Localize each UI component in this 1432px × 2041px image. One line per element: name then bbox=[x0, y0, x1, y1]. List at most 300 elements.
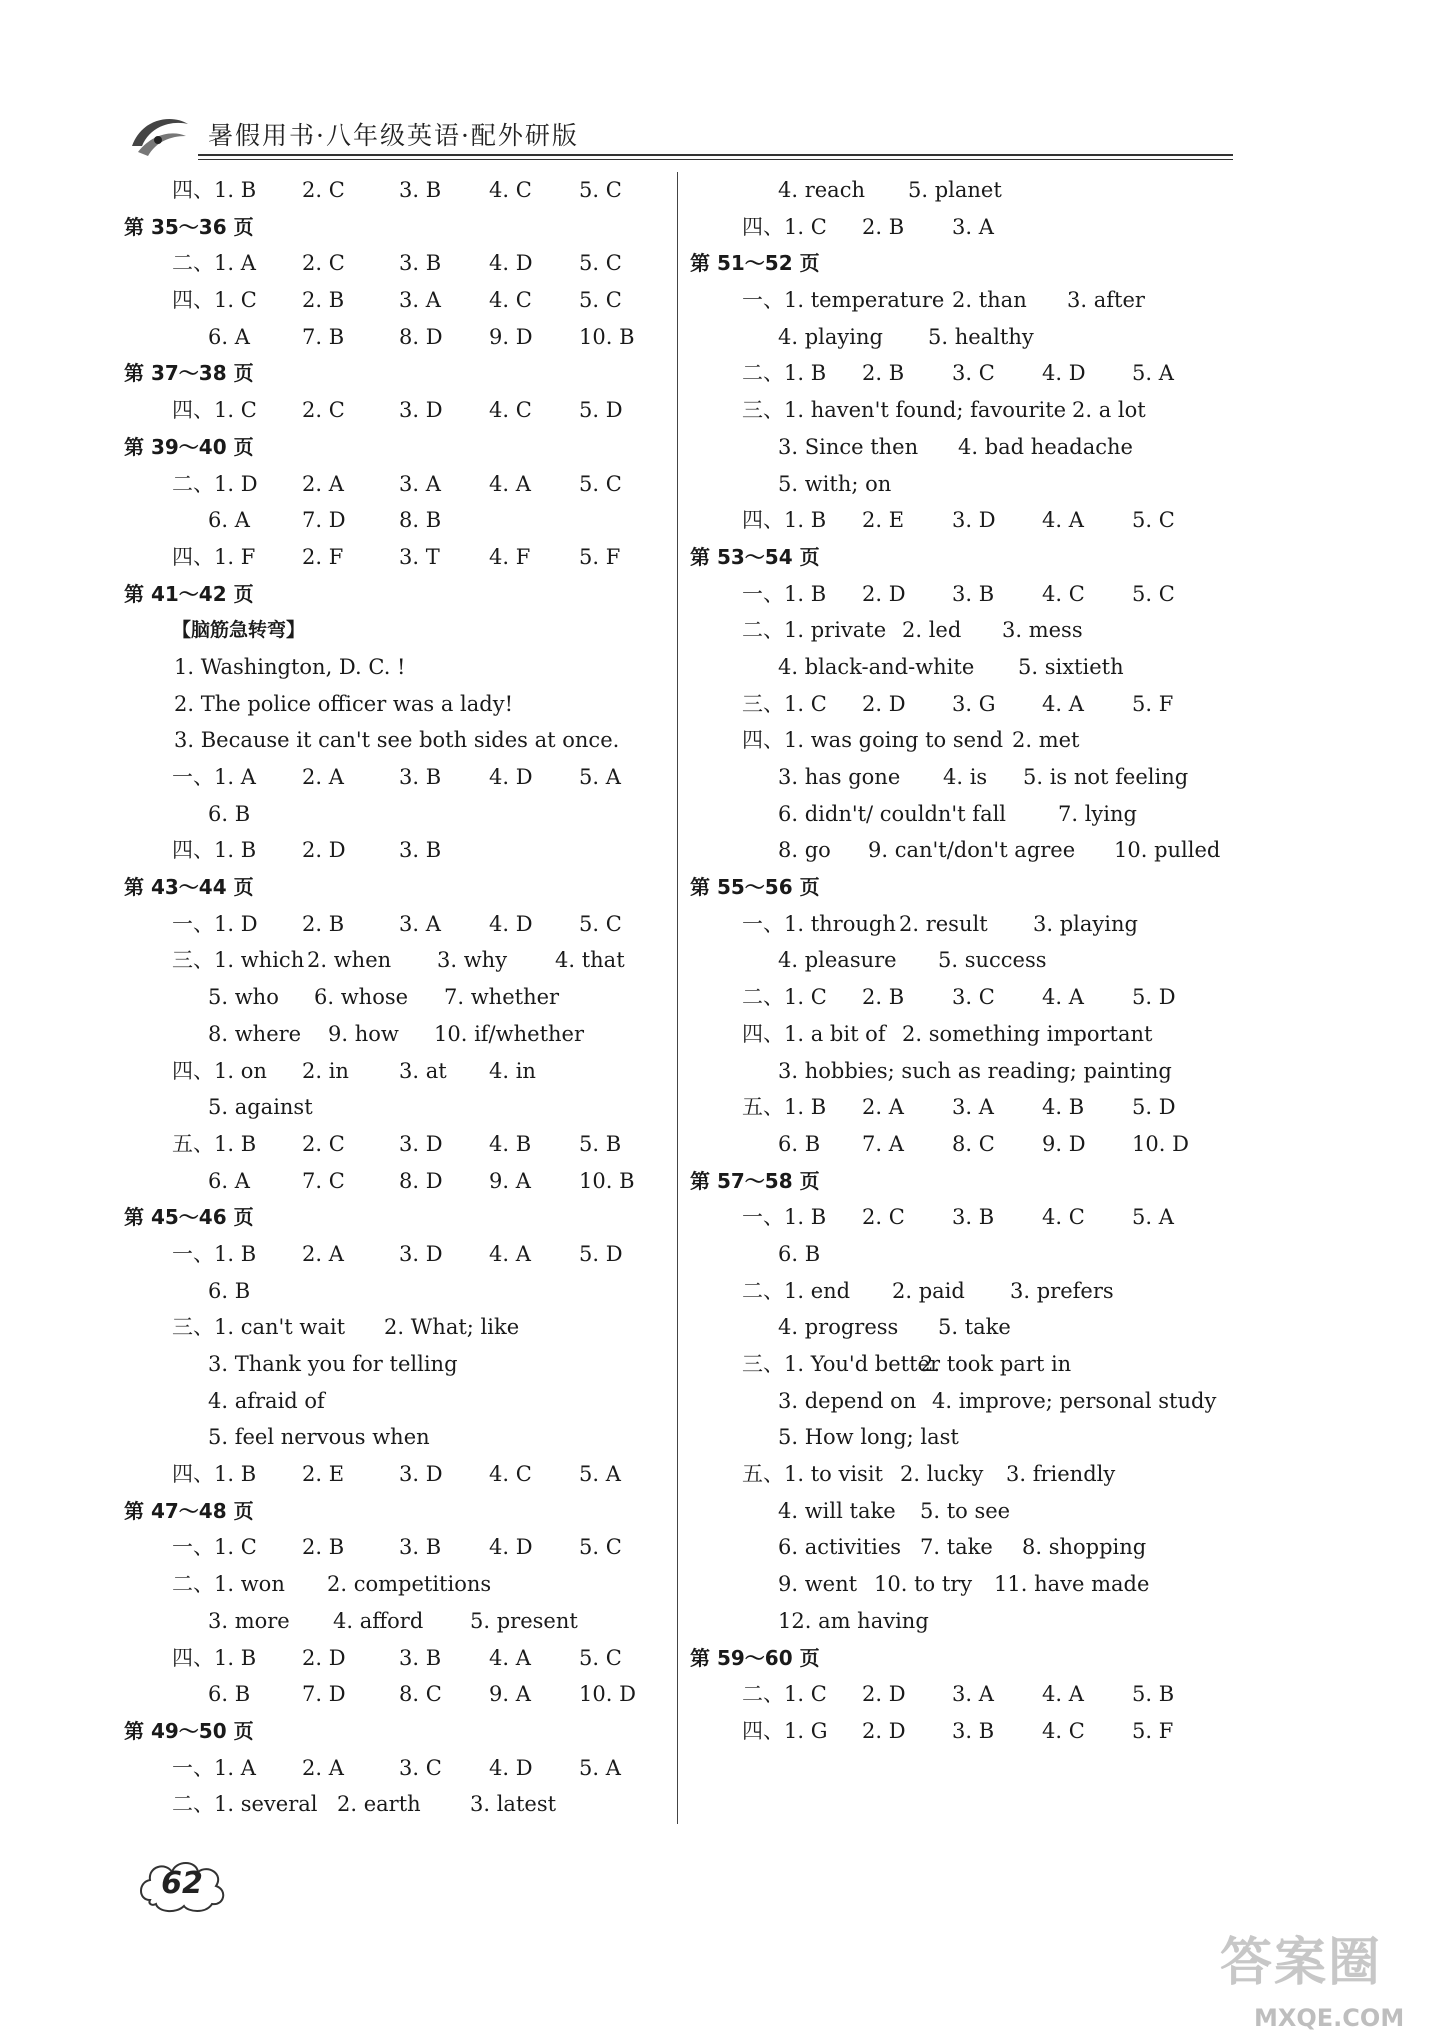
answer-row bbox=[124, 796, 669, 833]
answer-row bbox=[690, 649, 1250, 686]
answer-item: 4. A bbox=[1042, 691, 1084, 716]
answer-item: 4. in bbox=[489, 1058, 536, 1083]
answer-item: 9. A bbox=[489, 1168, 531, 1193]
answer-item: 7. D bbox=[302, 508, 346, 533]
answer-row bbox=[124, 466, 669, 503]
answer-item: 二、1. end bbox=[742, 1278, 851, 1303]
answer-row bbox=[124, 1529, 669, 1566]
answer-item: 5. to see bbox=[920, 1498, 1011, 1523]
answer-row bbox=[690, 1236, 1250, 1273]
answer-item: 2. B bbox=[862, 214, 905, 239]
answer-item: 3. D bbox=[399, 1241, 443, 1266]
answer-item: 二、1. D bbox=[172, 471, 258, 496]
answer-item: 3. C bbox=[952, 985, 995, 1010]
answer-item: 2. C bbox=[302, 251, 345, 276]
answer-item: 4. A bbox=[489, 1241, 531, 1266]
answer-item: 8. shopping bbox=[1022, 1535, 1147, 1560]
answer-item: 二、1. A bbox=[172, 251, 256, 276]
answer-item: 6. B bbox=[208, 1278, 251, 1303]
answer-row bbox=[124, 1236, 669, 1273]
answer-item: 8. C bbox=[952, 1131, 995, 1156]
right-answer-column bbox=[690, 172, 1250, 1750]
answer-item: 5. D bbox=[1132, 985, 1176, 1010]
answer-item: 5. C bbox=[1132, 581, 1175, 606]
answer-row bbox=[124, 1163, 669, 1200]
answer-item: 5. A bbox=[1132, 1205, 1174, 1230]
answer-item: 4. A bbox=[489, 471, 531, 496]
answer-item: 5. B bbox=[579, 1131, 622, 1156]
answer-item: 9. D bbox=[1042, 1131, 1086, 1156]
answer-row bbox=[124, 722, 669, 759]
answer-row bbox=[124, 649, 669, 686]
answer-row bbox=[690, 319, 1250, 356]
answer-item: 五、1. to visit bbox=[742, 1462, 883, 1487]
answer-row bbox=[690, 1016, 1250, 1053]
page-number-badge bbox=[136, 1850, 228, 1920]
answer-row bbox=[690, 1309, 1250, 1346]
answer-item: 2. D bbox=[862, 581, 906, 606]
answer-item: 3. B bbox=[399, 251, 442, 276]
answer-item: 2. competitions bbox=[327, 1572, 492, 1597]
answer-item: 5. sixtieth bbox=[1018, 654, 1124, 679]
answer-item: 3. depend on bbox=[778, 1388, 917, 1413]
answer-item: 10. B bbox=[579, 1168, 635, 1193]
answer-item: 2. B bbox=[302, 911, 345, 936]
book-title: 暑假用书·八年级英语·配外研版 bbox=[208, 121, 579, 150]
answer-row bbox=[124, 1456, 669, 1493]
answer-item: 3. A bbox=[399, 471, 441, 496]
answer-item: 10. if/whether bbox=[434, 1021, 584, 1046]
answer-item: 3. hobbies; such as reading; painting bbox=[778, 1058, 1172, 1083]
answer-row bbox=[124, 1566, 669, 1603]
answer-row bbox=[690, 686, 1250, 723]
answer-item: 4. C bbox=[489, 1462, 532, 1487]
answer-row bbox=[124, 759, 669, 796]
answer-row bbox=[124, 282, 669, 319]
answer-item: 2. C bbox=[302, 398, 345, 423]
answer-item: 2. lucky bbox=[900, 1462, 984, 1487]
answer-item: 2. C bbox=[302, 1131, 345, 1156]
answer-item: 10. to try bbox=[874, 1572, 973, 1597]
answer-item: 5. present bbox=[470, 1608, 578, 1633]
answer-item: 四、1. B bbox=[172, 1645, 257, 1670]
answer-item: 四、1. on bbox=[172, 1058, 267, 1083]
answer-row bbox=[690, 576, 1250, 613]
answer-item: 9. A bbox=[489, 1682, 531, 1707]
answer-item: 4. A bbox=[1042, 985, 1084, 1010]
answer-item: 二、1. private bbox=[742, 618, 887, 643]
answer-item: 2. B bbox=[862, 361, 905, 386]
answer-row bbox=[124, 245, 669, 282]
answer-item: 4. D bbox=[489, 251, 533, 276]
answer-item: 5. C bbox=[579, 471, 622, 496]
answer-item: 3. B bbox=[399, 838, 442, 863]
answer-item: 2. A bbox=[862, 1095, 904, 1120]
answer-row bbox=[690, 1713, 1250, 1750]
answer-item: 四、1. B bbox=[172, 178, 257, 202]
answer-item: 4. B bbox=[489, 1131, 532, 1156]
answer-item: 四、1. F bbox=[172, 544, 256, 569]
answer-item: 5. is not feeling bbox=[1023, 765, 1189, 789]
answer-item: 2. The police officer was a lady! bbox=[174, 691, 514, 716]
answer-item: 5. A bbox=[579, 765, 621, 789]
answer-row bbox=[690, 906, 1250, 943]
answer-item: 3. A bbox=[399, 288, 441, 313]
answer-item: 2. A bbox=[302, 1755, 344, 1780]
answer-item: 7. take bbox=[920, 1535, 993, 1560]
answer-item: 3. B bbox=[399, 178, 442, 202]
answer-item: 2. What; like bbox=[384, 1315, 520, 1340]
answer-item: 4. pleasure bbox=[778, 948, 897, 973]
answer-item: 3. has gone bbox=[778, 765, 901, 789]
answer-item: 一、1. B bbox=[172, 1241, 257, 1266]
answer-item: 三、1. haven't found; favourite bbox=[742, 398, 1067, 423]
answer-item: 3. Thank you for telling bbox=[208, 1352, 458, 1376]
answer-row bbox=[124, 392, 669, 429]
page-range-heading: 第 47～48 页 bbox=[124, 1498, 254, 1523]
answer-item: 6. B bbox=[208, 1682, 251, 1707]
answer-item: 5. C bbox=[579, 1645, 622, 1670]
answer-item: 3. playing bbox=[1033, 911, 1138, 936]
answer-item: 2. F bbox=[302, 544, 344, 569]
answer-row bbox=[124, 906, 669, 943]
answer-item: 4. will take bbox=[778, 1498, 896, 1523]
answer-item: 四、1. was going to send bbox=[742, 728, 1004, 753]
answer-item: 6. B bbox=[778, 1131, 821, 1156]
answer-row bbox=[690, 392, 1250, 429]
answer-row bbox=[124, 319, 669, 356]
answer-row bbox=[124, 1603, 669, 1640]
section-heading: 【脑筋急转弯】 bbox=[172, 619, 306, 642]
answer-row bbox=[124, 686, 669, 723]
answer-item: 2. took part in bbox=[920, 1352, 1072, 1376]
answer-item: 3. at bbox=[399, 1058, 447, 1083]
answer-row bbox=[690, 1603, 1250, 1640]
answer-item: 9. D bbox=[489, 324, 533, 349]
answer-row bbox=[124, 1383, 669, 1420]
answer-item: 6. didn't/ couldn't fall bbox=[778, 801, 1007, 826]
answer-item: 2. met bbox=[1012, 728, 1080, 753]
answer-item: 3. A bbox=[952, 1682, 994, 1707]
answer-item: 4. C bbox=[1042, 581, 1085, 606]
answer-row bbox=[124, 1273, 669, 1310]
answer-row bbox=[690, 1273, 1250, 1310]
answer-item: 3. Since then bbox=[778, 434, 919, 459]
answer-item: 5. against bbox=[208, 1095, 313, 1120]
answer-item: 6. activities bbox=[778, 1535, 902, 1560]
answer-item: 2. something important bbox=[902, 1021, 1153, 1046]
answer-item: 5. C bbox=[1132, 508, 1175, 533]
answer-item: 2. paid bbox=[892, 1278, 965, 1303]
answer-item: 7. D bbox=[302, 1682, 346, 1707]
answer-row bbox=[690, 466, 1250, 503]
page-range-heading: 第 59～60 页 bbox=[690, 1645, 820, 1670]
answer-item: 3. D bbox=[399, 1131, 443, 1156]
answer-item: 一、1. through bbox=[742, 911, 896, 936]
answer-item: 4. afford bbox=[333, 1608, 424, 1633]
answer-item: 5. with; on bbox=[778, 471, 892, 496]
answer-item: 一、1. B bbox=[742, 1205, 827, 1230]
answer-item: 5. C bbox=[579, 251, 622, 276]
answer-item: 2. earth bbox=[337, 1792, 421, 1817]
answer-row bbox=[690, 1199, 1250, 1236]
answer-item: 二、1. C bbox=[742, 985, 827, 1010]
answer-row bbox=[690, 282, 1250, 319]
answer-item: 二、1. B bbox=[742, 361, 827, 386]
page-range-heading: 第 51～52 页 bbox=[690, 251, 820, 276]
answer-item: 1. Washington, D. C. ! bbox=[174, 654, 406, 679]
answer-row bbox=[690, 1566, 1250, 1603]
answer-item: 5. planet bbox=[908, 178, 1002, 202]
answer-item: 4. A bbox=[1042, 1682, 1084, 1707]
answer-item: 9. went bbox=[778, 1572, 858, 1597]
answer-item: 7. lying bbox=[1058, 801, 1137, 826]
page-range-heading: 第 57～58 页 bbox=[690, 1168, 820, 1193]
answer-item: 3. G bbox=[952, 691, 996, 716]
answer-item: 5. D bbox=[1132, 1095, 1176, 1120]
answer-item: 四、1. a bit of bbox=[742, 1021, 886, 1046]
answer-item: 2. A bbox=[302, 1241, 344, 1266]
answer-item: 2. in bbox=[302, 1058, 349, 1083]
header-rule-thin bbox=[198, 159, 1233, 160]
answer-item: 4. playing bbox=[778, 324, 883, 349]
answer-row bbox=[124, 1126, 669, 1163]
page-number: 62 bbox=[161, 1866, 203, 1901]
answer-item: 三、1. C bbox=[742, 691, 827, 716]
answer-item: 5. F bbox=[579, 544, 621, 569]
answer-item: 四、1. B bbox=[742, 508, 827, 533]
answer-item: 4. D bbox=[489, 765, 533, 789]
answer-item: 二、1. won bbox=[172, 1572, 285, 1597]
answer-item: 4. improve; personal study bbox=[932, 1388, 1217, 1413]
answer-row bbox=[124, 1750, 669, 1787]
answer-item: 一、1. D bbox=[172, 911, 258, 936]
swirl-logo-icon bbox=[128, 112, 192, 160]
answer-item: 8. where bbox=[208, 1021, 302, 1046]
answer-item: 2. D bbox=[862, 691, 906, 716]
answer-row bbox=[124, 1346, 669, 1383]
answer-item: 2. E bbox=[862, 508, 905, 533]
answer-item: 5. A bbox=[579, 1755, 621, 1780]
answer-item: 3. D bbox=[399, 398, 443, 423]
answer-item: 3. friendly bbox=[1006, 1462, 1116, 1487]
answer-row bbox=[124, 1309, 669, 1346]
answer-item: 7. C bbox=[302, 1168, 345, 1193]
page-range-heading: 第 53～54 页 bbox=[690, 544, 820, 569]
answer-item: 3. C bbox=[952, 361, 995, 386]
watermark-logo: 答案圈 bbox=[1220, 1933, 1383, 1993]
answer-item: 3. A bbox=[399, 911, 441, 936]
answer-item: 4. F bbox=[489, 544, 531, 569]
answer-item: 5. F bbox=[1132, 691, 1174, 716]
answer-row bbox=[690, 1089, 1250, 1126]
page-range-heading: 第 55～56 页 bbox=[690, 875, 820, 900]
watermark bbox=[1190, 1920, 1420, 2038]
answer-item: 5. take bbox=[938, 1315, 1011, 1340]
answer-item: 四、1. C bbox=[172, 288, 257, 313]
answer-item: 4. D bbox=[489, 911, 533, 936]
answer-item: 3. T bbox=[399, 544, 440, 569]
answer-item: 5. How long; last bbox=[778, 1425, 959, 1450]
answer-item: 5. A bbox=[579, 1462, 621, 1487]
answer-item: 2. C bbox=[862, 1205, 905, 1230]
answer-item: 一、1. A bbox=[172, 765, 256, 789]
page-range-heading: 第 35～36 页 bbox=[124, 214, 254, 239]
answer-item: 9. can't/don't agree bbox=[868, 838, 1076, 863]
answer-item: 2. C bbox=[302, 178, 345, 202]
answer-item: 8. D bbox=[399, 1168, 443, 1193]
answer-item: 8. B bbox=[399, 508, 442, 533]
answer-row bbox=[690, 1456, 1250, 1493]
answer-row bbox=[124, 1676, 669, 1713]
answer-row bbox=[690, 759, 1250, 796]
answer-item: 三、1. can't wait bbox=[172, 1315, 346, 1340]
answer-item: 9. how bbox=[328, 1021, 399, 1046]
answer-item: 12. am having bbox=[778, 1608, 929, 1633]
answer-row bbox=[690, 355, 1250, 392]
answer-item: 3. Because it can't see both sides at once. bbox=[174, 728, 620, 753]
answer-item: 2. D bbox=[862, 1718, 906, 1743]
answer-item: 3. B bbox=[952, 1718, 995, 1743]
answer-item: 3. D bbox=[399, 1462, 443, 1487]
answer-item: 2. led bbox=[902, 618, 962, 643]
answer-row bbox=[690, 1053, 1250, 1090]
answer-item: 3. B bbox=[399, 765, 442, 789]
answer-row bbox=[690, 612, 1250, 649]
answer-row bbox=[124, 1016, 669, 1053]
answer-item: 6. B bbox=[778, 1241, 821, 1266]
answer-item: 5. C bbox=[579, 288, 622, 313]
answer-item: 3. C bbox=[399, 1755, 442, 1780]
answer-row bbox=[690, 1529, 1250, 1566]
answer-item: 10. B bbox=[579, 324, 635, 349]
answer-item: 7. whether bbox=[444, 985, 560, 1010]
answer-item: 10. D bbox=[579, 1682, 636, 1707]
answer-item: 4. D bbox=[1042, 361, 1086, 386]
answer-item: 3. B bbox=[952, 581, 995, 606]
answer-item: 3. why bbox=[437, 948, 508, 973]
answer-item: 2. result bbox=[899, 911, 988, 936]
answer-row bbox=[690, 1419, 1250, 1456]
answer-item: 一、1. temperature bbox=[742, 288, 945, 313]
answer-item: 一、1. A bbox=[172, 1755, 256, 1780]
answer-item: 6. A bbox=[208, 324, 250, 349]
answer-item: 5. D bbox=[579, 1241, 623, 1266]
answer-item: 3. more bbox=[208, 1608, 290, 1633]
answer-item: 5. C bbox=[579, 1535, 622, 1560]
answer-item: 11. have made bbox=[994, 1572, 1150, 1597]
answer-item: 2. when bbox=[307, 948, 392, 973]
answer-row bbox=[690, 429, 1250, 466]
left-answer-column bbox=[124, 172, 669, 1823]
answer-item: 3. A bbox=[952, 1095, 994, 1120]
answer-row bbox=[124, 832, 669, 869]
page-range-heading: 第 45～46 页 bbox=[124, 1205, 254, 1230]
answer-item: 4. black-and-white bbox=[778, 654, 975, 679]
answer-item: 2. B bbox=[302, 288, 345, 313]
answer-item: 6. whose bbox=[314, 985, 409, 1010]
answer-item: 四、1. G bbox=[742, 1718, 828, 1743]
answer-item: 5. B bbox=[1132, 1682, 1175, 1707]
answer-item: 二、1. C bbox=[742, 1682, 827, 1707]
answer-item: 10. D bbox=[1132, 1131, 1189, 1156]
page-range-heading: 第 49～50 页 bbox=[124, 1718, 254, 1743]
page-range-heading: 第 41～42 页 bbox=[124, 581, 254, 606]
answer-row bbox=[690, 1383, 1250, 1420]
answer-row bbox=[690, 979, 1250, 1016]
answer-item: 2. than bbox=[952, 288, 1027, 313]
answer-row bbox=[124, 979, 669, 1016]
answer-item: 2. D bbox=[862, 1682, 906, 1707]
answer-item: 四、1. C bbox=[172, 398, 257, 423]
answer-item: 5. healthy bbox=[928, 324, 1034, 349]
answer-row bbox=[690, 1346, 1250, 1383]
answer-item: 2. a lot bbox=[1072, 398, 1146, 423]
answer-item: 2. B bbox=[302, 1535, 345, 1560]
header-rule bbox=[198, 154, 1233, 156]
answer-item: 7. A bbox=[862, 1131, 904, 1156]
answer-item: 2. A bbox=[302, 765, 344, 789]
answer-row bbox=[124, 1419, 669, 1456]
answer-item: 4. C bbox=[489, 178, 532, 202]
answer-row bbox=[124, 539, 669, 576]
answer-item: 4. bad headache bbox=[958, 434, 1133, 459]
answer-item: 二、1. several bbox=[172, 1792, 318, 1817]
answer-row bbox=[690, 942, 1250, 979]
answer-item: 4. B bbox=[1042, 1095, 1085, 1120]
answer-item: 3. latest bbox=[470, 1792, 557, 1817]
answer-item: 4. D bbox=[489, 1535, 533, 1560]
answer-row bbox=[124, 1786, 669, 1823]
answer-item: 4. reach bbox=[778, 178, 865, 202]
answer-item: 5. who bbox=[208, 985, 279, 1010]
answer-row bbox=[690, 832, 1250, 869]
answer-row bbox=[690, 1676, 1250, 1713]
answer-item: 3. B bbox=[952, 1205, 995, 1230]
answer-row bbox=[690, 796, 1250, 833]
answer-row bbox=[124, 1640, 669, 1677]
answer-item: 5. F bbox=[1132, 1718, 1174, 1743]
answer-row bbox=[690, 172, 1250, 209]
answer-row bbox=[124, 172, 669, 209]
answer-item: 4. is bbox=[943, 765, 988, 789]
answer-item: 4. progress bbox=[778, 1315, 899, 1340]
answer-item: 4. C bbox=[1042, 1718, 1085, 1743]
answer-item: 5. C bbox=[579, 911, 622, 936]
answer-item: 5. feel nervous when bbox=[208, 1425, 430, 1450]
answer-item: 4. A bbox=[489, 1645, 531, 1670]
answer-item: 4. A bbox=[1042, 508, 1084, 533]
column-divider bbox=[677, 172, 678, 1824]
answer-item: 3. after bbox=[1067, 288, 1145, 313]
answer-item: 7. B bbox=[302, 324, 345, 349]
answer-item: 4. D bbox=[489, 1755, 533, 1780]
page-range-heading: 第 43～44 页 bbox=[124, 875, 254, 900]
answer-row bbox=[690, 209, 1250, 246]
answer-item: 2. D bbox=[302, 838, 346, 863]
answer-row bbox=[124, 1053, 669, 1090]
answer-item: 2. B bbox=[862, 985, 905, 1010]
answer-item: 5. D bbox=[579, 398, 623, 423]
answer-item: 3. mess bbox=[1002, 618, 1083, 643]
answer-item: 4. C bbox=[489, 398, 532, 423]
answer-item: 三、1. You'd better bbox=[742, 1352, 941, 1376]
answer-item: 8. C bbox=[399, 1682, 442, 1707]
answer-item: 五、1. B bbox=[742, 1095, 827, 1120]
answer-item: 3. A bbox=[952, 214, 994, 239]
answer-row bbox=[690, 722, 1250, 759]
answer-item: 4. C bbox=[1042, 1205, 1085, 1230]
